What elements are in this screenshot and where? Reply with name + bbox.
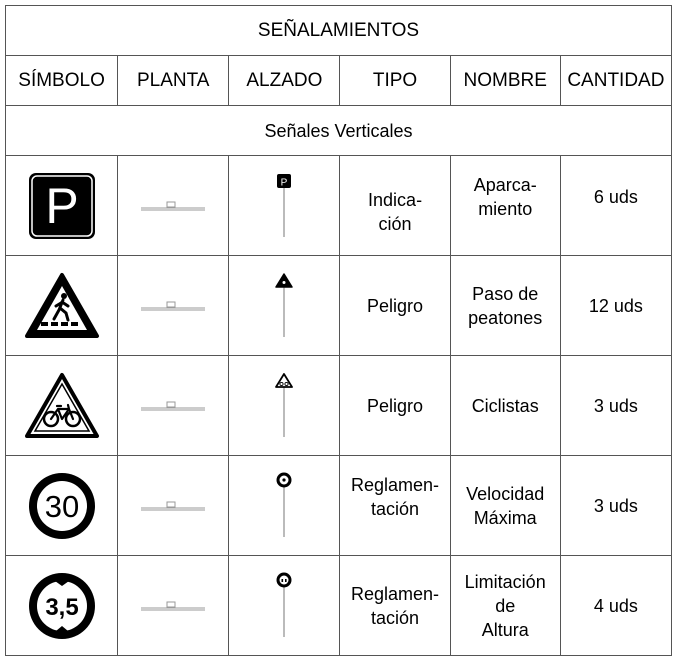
symbol-cell [6, 456, 118, 556]
plan-view-icon [138, 596, 208, 616]
cantidad-value: 3 uds [593, 395, 638, 416]
nombre-cell [450, 356, 560, 456]
alzado-cell [229, 556, 340, 656]
parking-sign-letter: P [44, 177, 79, 234]
header-cantidad: CANTIDAD [560, 56, 671, 106]
symbol-cell [6, 256, 118, 356]
table-row [6, 256, 672, 356]
nombre-line: Limitación [464, 571, 546, 592]
tipo-line: ción [378, 213, 412, 234]
table-row [6, 356, 672, 456]
elevation-view-icon [274, 371, 294, 441]
nombre-line: Velocidad [466, 483, 545, 504]
nombre-cell [450, 456, 560, 556]
cantidad-cell [560, 356, 671, 456]
plan-view-icon [138, 396, 208, 416]
tipo-line: tación [371, 607, 420, 628]
speed-limit-number: 30 [44, 488, 79, 524]
header-planta: PLANTA [118, 56, 229, 106]
signage-table-sheet [5, 5, 672, 657]
planta-cell [118, 356, 229, 456]
elevation-view-icon [274, 171, 294, 241]
plan-view-icon [138, 196, 208, 216]
symbol-cell [6, 556, 118, 656]
elevation-sign-letter: P [281, 177, 288, 188]
header-simbolo: SÍMBOLO [6, 56, 118, 106]
cantidad-cell [560, 256, 671, 356]
pedestrian-crossing-sign-icon [24, 272, 100, 340]
nombre-line: Ciclistas [471, 395, 539, 416]
planta-cell [118, 456, 229, 556]
symbol-cell [6, 156, 118, 256]
nombre-line: Aparca- [473, 174, 537, 195]
header-tipo: TIPO [340, 56, 450, 106]
tipo-cell [340, 356, 450, 456]
table-row [6, 456, 672, 556]
nombre-line: Máxima [473, 507, 537, 528]
cantidad-cell [560, 156, 671, 256]
alzado-cell [229, 156, 340, 256]
tipo-line: Reglamen- [351, 583, 440, 604]
section-title: Señales Verticales [6, 106, 672, 156]
planta-cell [118, 256, 229, 356]
header-nombre: NOMBRE [450, 56, 560, 106]
tipo-line: Indica- [368, 189, 423, 210]
tipo-line: tación [371, 498, 420, 519]
nombre-cell [450, 156, 560, 256]
table-row [6, 156, 672, 256]
table-row [6, 556, 672, 656]
cantidad-value: 4 uds [593, 595, 638, 616]
elevation-view-icon [274, 271, 294, 341]
tipo-cell [340, 256, 450, 356]
header-alzado: ALZADO [229, 56, 340, 106]
alzado-cell [229, 356, 340, 456]
planta-cell [118, 156, 229, 256]
nombre-cell [450, 256, 560, 356]
nombre-line: Paso de [472, 283, 539, 304]
nombre-line: miento [478, 198, 533, 219]
height-limit-number: 3,5 [44, 593, 79, 621]
cantidad-cell [560, 456, 671, 556]
tipo-line: Peligro [367, 395, 424, 416]
alzado-cell [229, 256, 340, 356]
cyclists-sign-icon [24, 372, 100, 440]
nombre-line: de [495, 595, 516, 616]
planta-cell [118, 556, 229, 656]
alzado-cell [229, 456, 340, 556]
cantidad-value: 3 uds [593, 495, 638, 516]
tipo-line: Reglamen- [351, 474, 440, 495]
cantidad-value: 6 uds [593, 186, 638, 207]
nombre-line: peatones [468, 307, 543, 328]
nombre-cell [450, 556, 560, 656]
tipo-cell [340, 156, 450, 256]
symbol-cell [6, 356, 118, 456]
elevation-view-icon [274, 571, 294, 641]
elevation-view-icon [274, 471, 294, 541]
signage-table [5, 5, 672, 656]
table-title: SEÑALAMIENTOS [6, 6, 672, 56]
cantidad-cell [560, 556, 671, 656]
plan-view-icon [138, 296, 208, 316]
speed-limit-sign-icon [27, 471, 97, 541]
tipo-cell [340, 456, 450, 556]
tipo-cell [340, 556, 450, 656]
plan-view-icon [138, 496, 208, 516]
nombre-line: Altura [481, 619, 529, 640]
cantidad-value: 12 uds [588, 295, 643, 316]
parking-sign-icon [27, 171, 97, 241]
tipo-line: Peligro [367, 295, 424, 316]
height-limit-sign-icon [27, 571, 97, 641]
